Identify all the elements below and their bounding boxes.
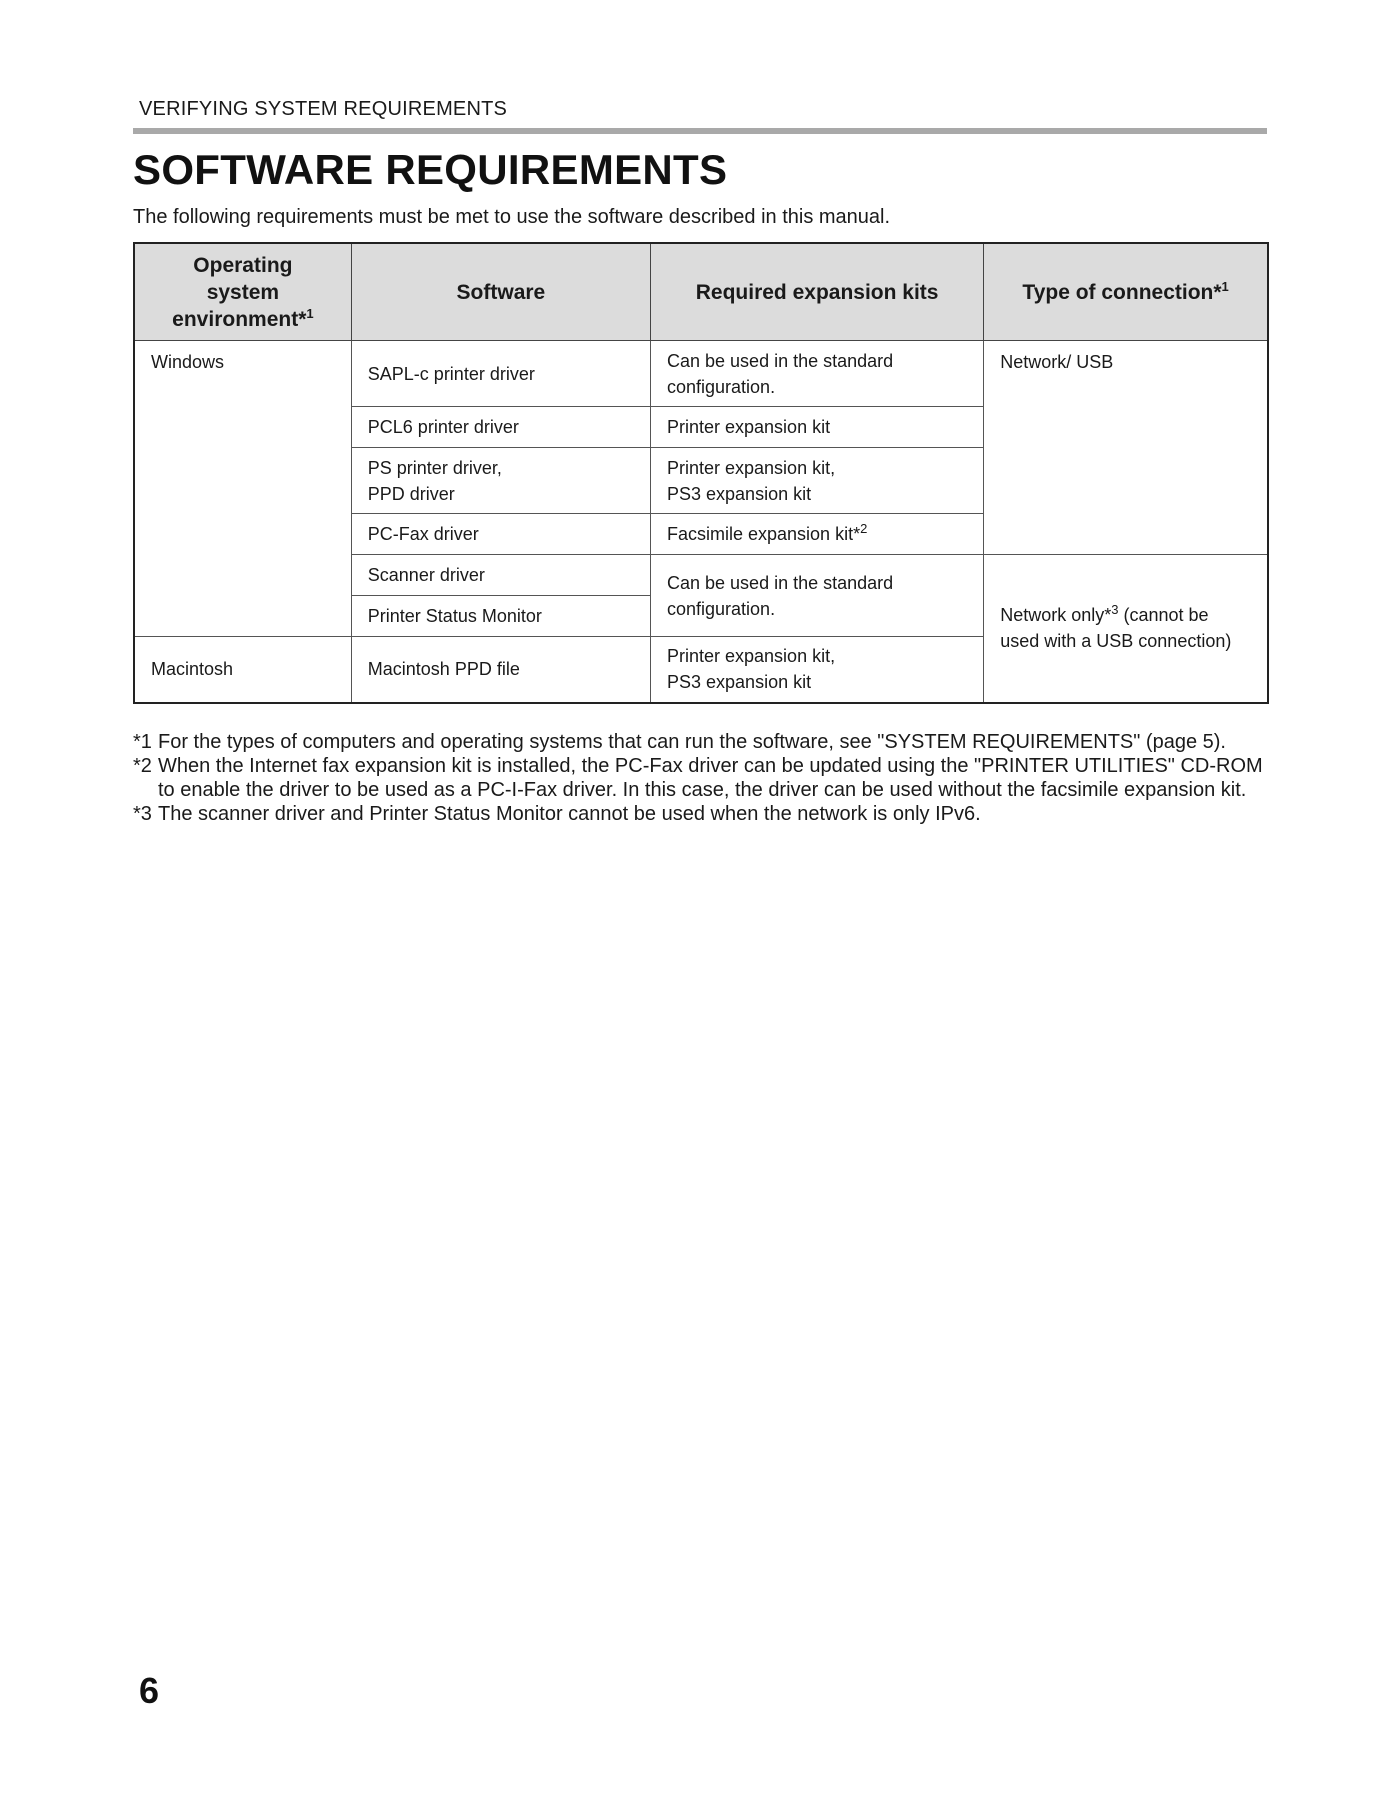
header-expansion-kits: Required expansion kits xyxy=(651,243,984,341)
os-windows-cell: Windows xyxy=(134,341,351,637)
software-cell: PCL6 printer driver xyxy=(351,407,650,448)
kit-cell: Facsimile expansion kit*$^2$ xyxy=(651,514,984,555)
kit-cell: Printer expansion kit, PS3 expansion kit xyxy=(651,448,984,514)
footnote-1: *1 For the types of computers and operating systems that can run the software, see "SYSTEM REQUIREMENTS" (page 5). xyxy=(133,731,1226,753)
kit-cell: Can be used in the standard configuration. xyxy=(651,555,984,637)
section-header: VERIFYING SYSTEM REQUIREMENTS xyxy=(139,98,508,120)
table-row xyxy=(134,341,1268,407)
kit-cell: Printer expansion kit xyxy=(651,407,984,448)
software-cell: PC-Fax driver xyxy=(351,514,650,555)
intro-text: The following requirements must be met to use the software described in this manual. xyxy=(133,206,891,228)
page-title: SOFTWARE REQUIREMENTS xyxy=(133,146,728,193)
software-requirements-table xyxy=(133,242,1269,704)
footnotes xyxy=(133,730,1273,826)
header-software: Software xyxy=(351,243,650,341)
software-cell: Scanner driver xyxy=(351,555,650,596)
software-cell: Printer Status Monitor xyxy=(351,596,650,637)
software-cell: SAPL-c printer driver xyxy=(351,341,650,407)
footnote-2: *2 When the Internet fax expansion kit is installed, the PC-Fax driver can be updated using the "PRINTER UTILITIES" CD-ROM to enable the driver to be used as a PC-I-Fax driver. In this case, the driver can be used without the facsimile expansion kit. xyxy=(133,755,1263,801)
os-macintosh-cell: Macintosh xyxy=(134,637,351,703)
kit-cell: Printer expansion kit, PS3 expansion kit xyxy=(651,637,984,703)
software-cell: PS printer driver, PPD driver xyxy=(351,448,650,514)
footnote-3: *3 The scanner driver and Printer Status Monitor cannot be used when the network is only IPv6. xyxy=(133,803,981,825)
table-header-row xyxy=(134,243,1268,341)
software-cell: Macintosh PPD file xyxy=(351,637,650,703)
header-connection-type: Type of connection*$^1$ xyxy=(984,243,1268,341)
header-divider xyxy=(133,128,1267,134)
connection-network-usb-cell: Network/ USB xyxy=(984,341,1268,555)
connection-network-only-cell: Network only*$^3$ (cannot be used with a USB connection) xyxy=(984,555,1268,703)
page-number: 6 xyxy=(139,1670,160,1711)
header-operating-system: Operating system environment*$^1$ xyxy=(134,243,351,341)
kit-cell: Can be used in the standard configuration. xyxy=(651,341,984,407)
